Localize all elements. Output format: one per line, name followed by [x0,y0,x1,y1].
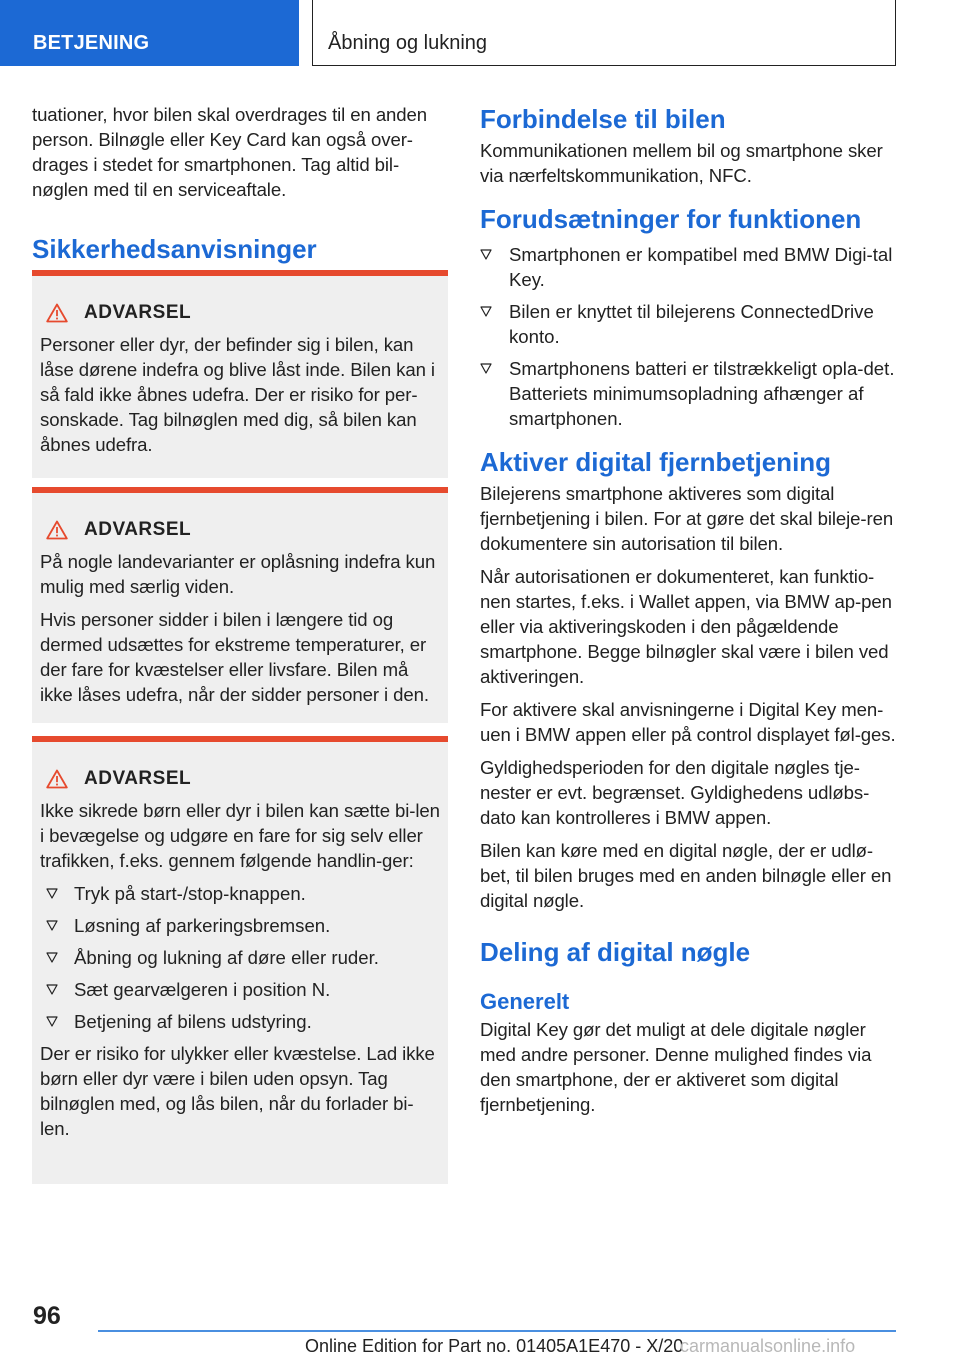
section-label: BETJENING [0,0,299,66]
warning-header [40,766,440,792]
warning-text: Der er risiko for ulykker eller kvæstelse. Lad ikke børn eller dyr være i bilen uden opsyn. Tag bilnøglen med, og lås bilen, når du forlader bi-len. [40,1043,435,1139]
edition-text: Online Edition for Part no. 01405A1E470 - X/20 [305,1336,684,1356]
triangle-bullet-icon [480,306,492,317]
heading-sharing: Deling af digital nøgle [480,937,751,967]
heading-prerequisites: Forudsætninger for funktionen [480,204,862,234]
list-item: Smartphonen er kompatibel med BMW Digi-tal Key. [480,242,896,292]
warning-title: ADVARSEL [84,768,192,789]
warning-box-3 [32,736,448,1184]
warning-text: På nogle landevarianter er oplåsning indefra kun mulig med særlig viden. [40,551,436,597]
triangle-bullet-icon [46,984,58,995]
prerequisites-list [480,242,896,431]
subheading-general: Generelt [480,989,570,1014]
list-item: Åbning og lukning af døre eller ruder. [40,945,440,970]
warning-header [40,300,440,326]
list-item: Betjening af bilens udstyring. [40,1009,440,1034]
intro-paragraph: tuationer, hvor bilen skal overdrages til en anden person. Bilnøgle eller Key Card kan også over-drages i stedet for smartphonen. Tag altid bil-nøglen med til en serviceaftale. [32,104,428,200]
triangle-bullet-icon [46,1016,58,1027]
right-column [480,102,896,1125]
activate-paragraph: Bilejerens smartphone aktiveres som digital fjernbetjening i bilen. For at gøre det skal bileje-ren dokumentere sin autorisation til bilen. [480,483,894,554]
list-item: Bilen er knyttet til bilejerens ConnectedDrive konto. [480,299,896,349]
connection-text: Kommunikationen mellem bil og smartphone sker via nærfeltskommunikation, NFC. [480,140,883,186]
heading-safety: Sikkerhedsanvisninger [32,234,317,264]
triangle-bullet-icon [46,952,58,963]
warning-list [40,881,440,1034]
list-item: Smartphonens batteri er tilstrækkeligt opla-det. Batteriets minimumsopladning afhænger af smartphonen. [480,356,896,431]
footer-divider [98,1330,896,1332]
triangle-bullet-icon [480,363,492,374]
left-column [32,102,448,266]
warning-text: Hvis personer sidder i bilen i længere tid og dermed udsættes for ekstreme temperaturer, er der fare for kvæstelser eller livsfare. Bilen må ikke låses udefra, når der sidder personer i den. [40,609,429,705]
warning-text: Personer eller dyr, der befinder sig i bilen, kan låse dørene indefra og blive låst inde. Bilen kan i så fald ikke åbnes udefra. Der er risiko for per-sonskade. Tag bilnøglen med dig, så bilen kan åbnes udefra. [40,334,435,455]
triangle-bullet-icon [480,249,492,260]
activate-paragraph: Gyldighedsperioden for den digitale nøgles tje-nester er evt. begrænset. Gyldighedens udløbs-dato kan kontrolleres i BMW appen. [480,757,870,828]
warning-box-2 [32,487,448,723]
sharing-text: Digital Key gør det muligt at dele digitale nøgler med andre personer. Denne mulighed findes via den smartphone, der er aktiveret som digital fjernbetjening. [480,1019,872,1115]
triangle-bullet-icon [46,920,58,931]
activate-paragraph: For aktivere skal anvisningerne i Digital Key men-uen i BMW appen eller på control displayet føl-ges. [480,699,896,745]
heading-connection: Forbindelse til bilen [480,104,726,134]
activate-paragraph: Bilen kan køre med en digital nøgle, der er udlø-bet, til bilen bruges med en anden bilnøgle eller en digital nøgle. [480,840,892,911]
warning-triangle-icon [46,769,68,789]
warning-title: ADVARSEL [84,519,192,540]
warning-text: Ikke sikrede børn eller dyr i bilen kan sætte bi-len i bevægelse og udgøre en fare for sig selv eller trafikken, f.eks. gennem følgende handlin-ger: [40,800,440,871]
warning-triangle-icon [46,520,68,540]
chapter-title: Åbning og lukning [312,0,896,66]
page-number: 96 [33,1302,61,1330]
warning-title: ADVARSEL [84,302,192,323]
watermark: carmanualsonline.info [680,1336,856,1356]
list-item: Løsning af parkeringsbremsen. [40,913,440,938]
list-item: Tryk på start-/stop-knappen. [40,881,440,906]
warning-triangle-icon [46,303,68,323]
warning-header [40,517,440,543]
list-item: Sæt gearvælgeren i position N. [40,977,440,1002]
triangle-bullet-icon [46,888,58,899]
page-header [0,0,960,66]
warning-box-1 [32,270,448,478]
heading-activate: Aktiver digital fjernbetjening [480,447,832,477]
activate-paragraph: Når autorisationen er dokumenteret, kan funktio-nen startes, f.eks. i Wallet appen, via BMW ap-pen eller via aktiveringskoden i den pågældende smartphone. Begge bilnøgler skal være i bilen ved aktiveringen. [480,566,892,687]
